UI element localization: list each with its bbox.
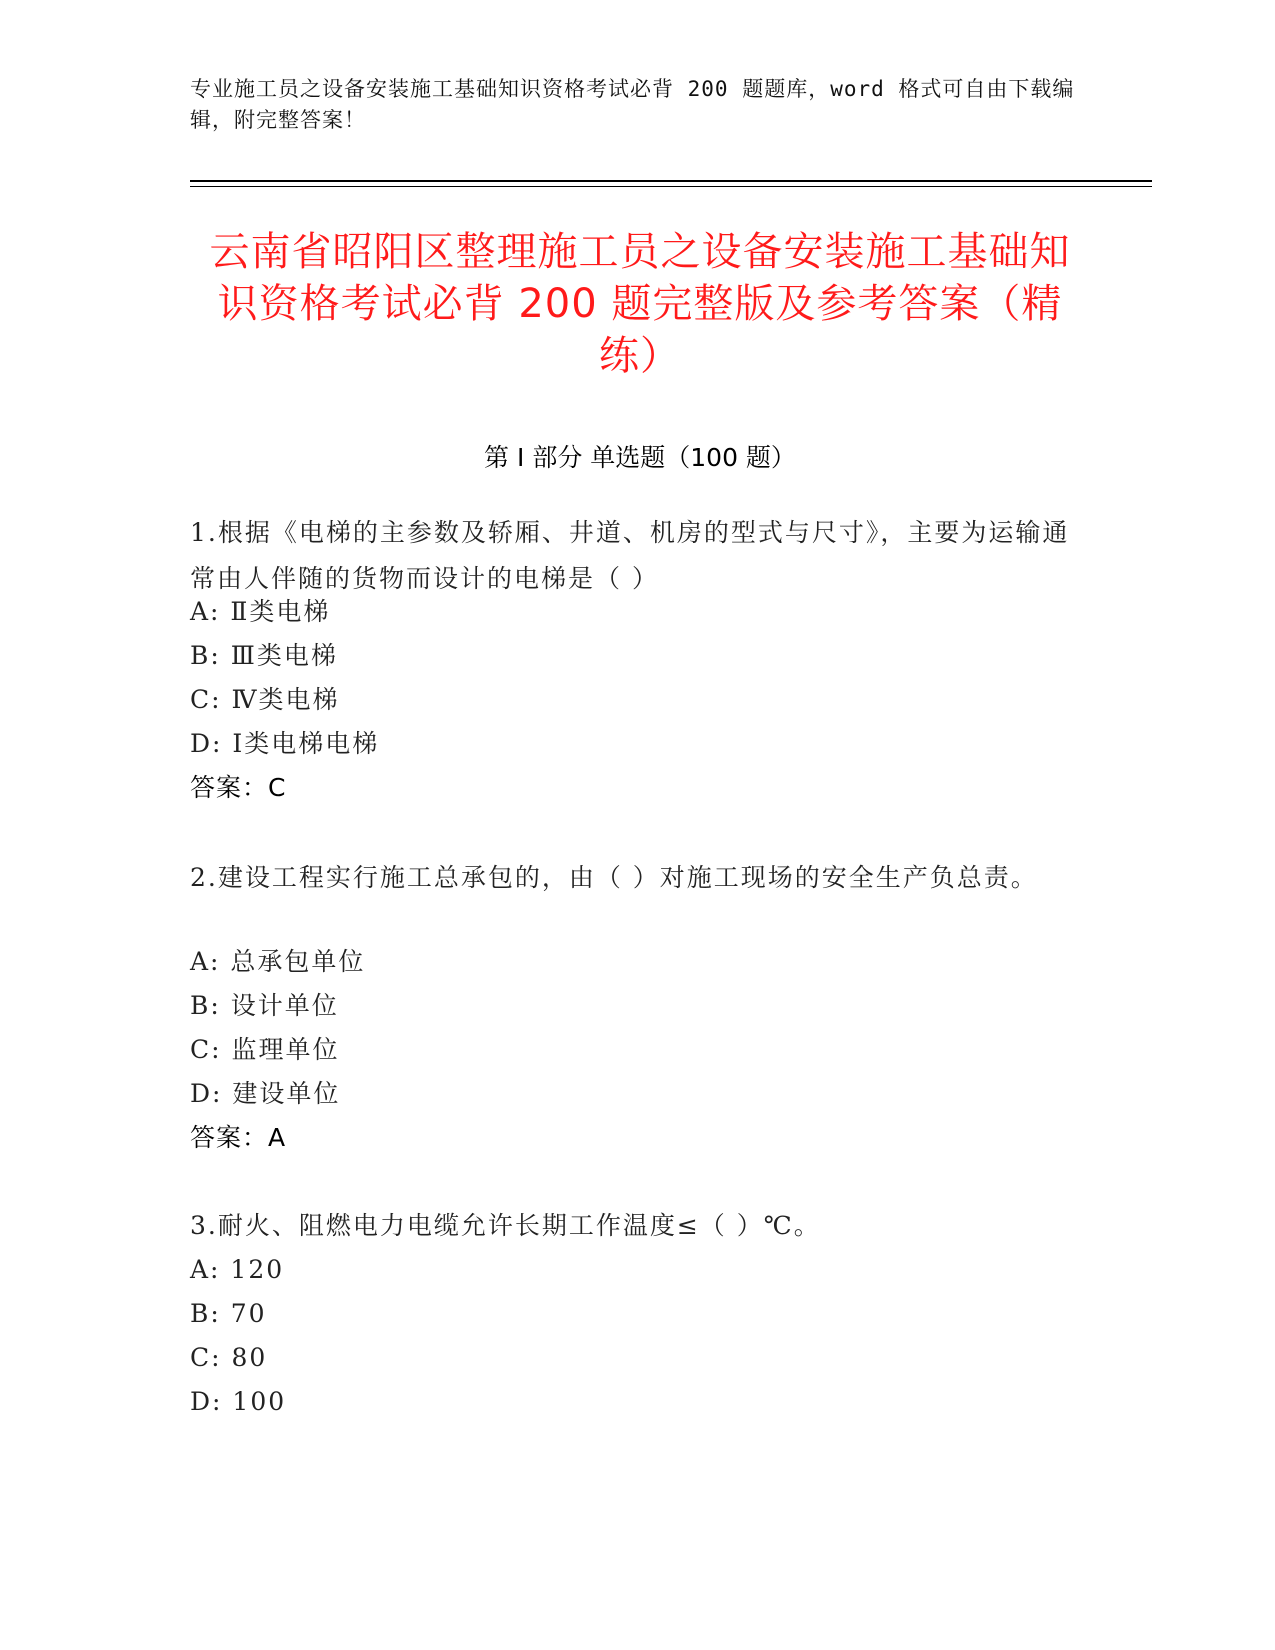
option-c: C: 80 [190, 1343, 268, 1372]
option-c: C: Ⅳ类电梯 [190, 685, 340, 714]
option-d: D: 100 [190, 1387, 287, 1416]
question-stem: 2.建设工程实行施工总承包的，由（ ）对施工现场的安全生产负总责。 [190, 863, 1038, 892]
option-b: B: 70 [190, 1299, 267, 1328]
section-heading: 第 I 部分 单选题（100 题） [484, 443, 796, 472]
answer: 答案：C [190, 773, 287, 802]
option-c: C: 监理单位 [190, 1035, 340, 1064]
header-divider-thin [190, 186, 1152, 187]
option-a: A: Ⅱ类电梯 [190, 597, 331, 626]
question-stem: 1.根据《电梯的主参数及轿厢、井道、机房的型式与尺寸》，主要为运输通常由人伴随的货物而设计的电梯是（ ） [190, 518, 1070, 593]
header-note: 专业施工员之设备安装施工基础知识资格考试必背 200 题题库，word 格式可自由下载编辑，附完整答案！ [190, 77, 1075, 132]
option-d: D: Ⅰ类电梯电梯 [190, 729, 380, 758]
option-b: B: 设计单位 [190, 991, 339, 1020]
option-b: B: Ⅲ类电梯 [190, 641, 338, 670]
option-a: A: 总承包单位 [190, 947, 366, 976]
question-stem: 3.耐火、阻燃电力电缆允许长期工作温度≤（ ）℃。 [190, 1211, 821, 1240]
option-a: A: 120 [190, 1255, 285, 1284]
header-divider-thick [190, 180, 1152, 182]
answer: 答案：A [190, 1123, 287, 1152]
document-title: 云南省昭阳区整理施工员之设备安装施工基础知识资格考试必背 200 题完整版及参考答案（精练） [209, 229, 1071, 379]
option-d: D: 建设单位 [190, 1079, 341, 1108]
